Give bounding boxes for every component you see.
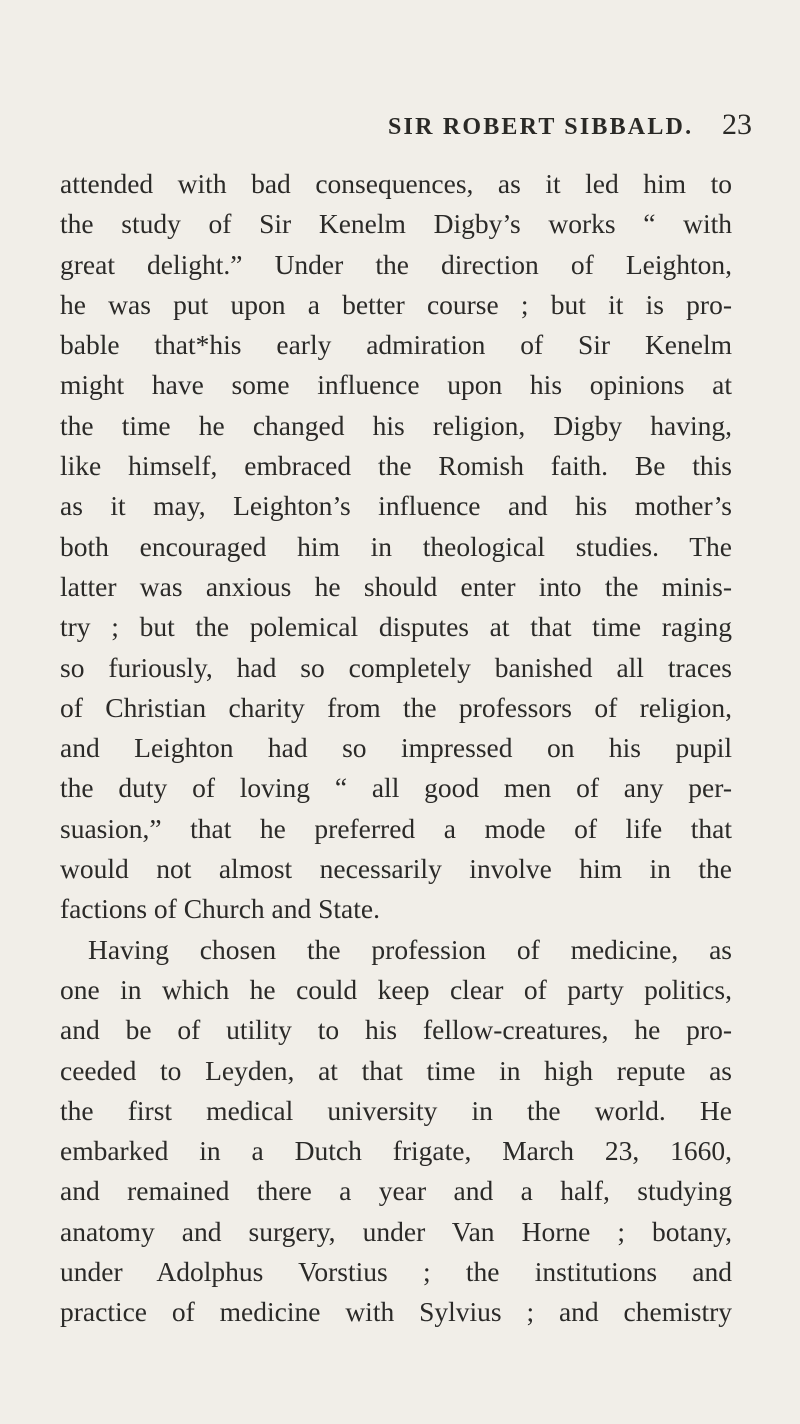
body-text: [60, 164, 732, 1333]
text-line: under Adolphus Vorstius ; the institutions and: [60, 1256, 732, 1288]
text-line: suasion,” that he preferred a mode of life that: [60, 812, 732, 844]
text-line: might have some influence upon his opinions at: [60, 369, 732, 401]
paragraph-start-line: Having chosen the profession of medicine, as: [88, 933, 732, 965]
text-line: would not almost necessarily involve him in the: [60, 853, 732, 885]
text-line: one in which he could keep clear of party politics,: [60, 973, 732, 1005]
text-line: embarked in a Dutch frigate, March 23, 1660,: [60, 1135, 732, 1167]
text-line: like himself, embraced the Romish faith. Be this: [60, 450, 732, 482]
text-line: latter was anxious he should enter into the minis-: [60, 570, 732, 602]
text-line: practice of medicine with Sylvius ; and chemistry: [60, 1296, 732, 1328]
text-line: great delight.” Under the direction of Leighton,: [60, 248, 732, 280]
text-line: attended with bad consequences, as it led him to: [60, 168, 732, 199]
text-line: so furiously, had so completely banished all traces: [60, 651, 732, 683]
text-line: bable that*his early admiration of Sir Kenelm: [60, 329, 732, 361]
text-line: ceeded to Leyden, at that time in high repute as: [60, 1054, 732, 1086]
paragraph-end-line: factions of Church and State.: [60, 893, 380, 925]
text-line: the study of Sir Kenelm Digby’s works “ with: [60, 208, 732, 240]
text-line: the first medical university in the world. He: [60, 1094, 732, 1126]
text-line: of Christian charity from the professors of religion,: [60, 691, 732, 723]
text-line: the duty of loving “ all good men of any per-: [60, 772, 732, 804]
text-line: as it may, Leighton’s influence and his mother’s: [60, 490, 732, 522]
text-line: try ; but the polemical disputes at that time raging: [60, 611, 732, 643]
text-line: he was put upon a better course ; but it is pro-: [60, 288, 732, 320]
text-line: and remained there a year and a half, studying: [60, 1175, 732, 1207]
text-line: and be of utility to his fellow-creatures, he pro-: [60, 1014, 732, 1046]
text-line: anatomy and surgery, under Van Horne ; botany,: [60, 1215, 732, 1247]
text-line: and Leighton had so impressed on his pupil: [60, 732, 732, 764]
text-line: the time he changed his religion, Digby having,: [60, 409, 732, 441]
page-number: 23: [722, 108, 752, 141]
text-line: both encouraged him in theological studies. The: [60, 530, 732, 562]
running-head-title: SIR ROBERT SIBBALD.: [388, 114, 694, 140]
